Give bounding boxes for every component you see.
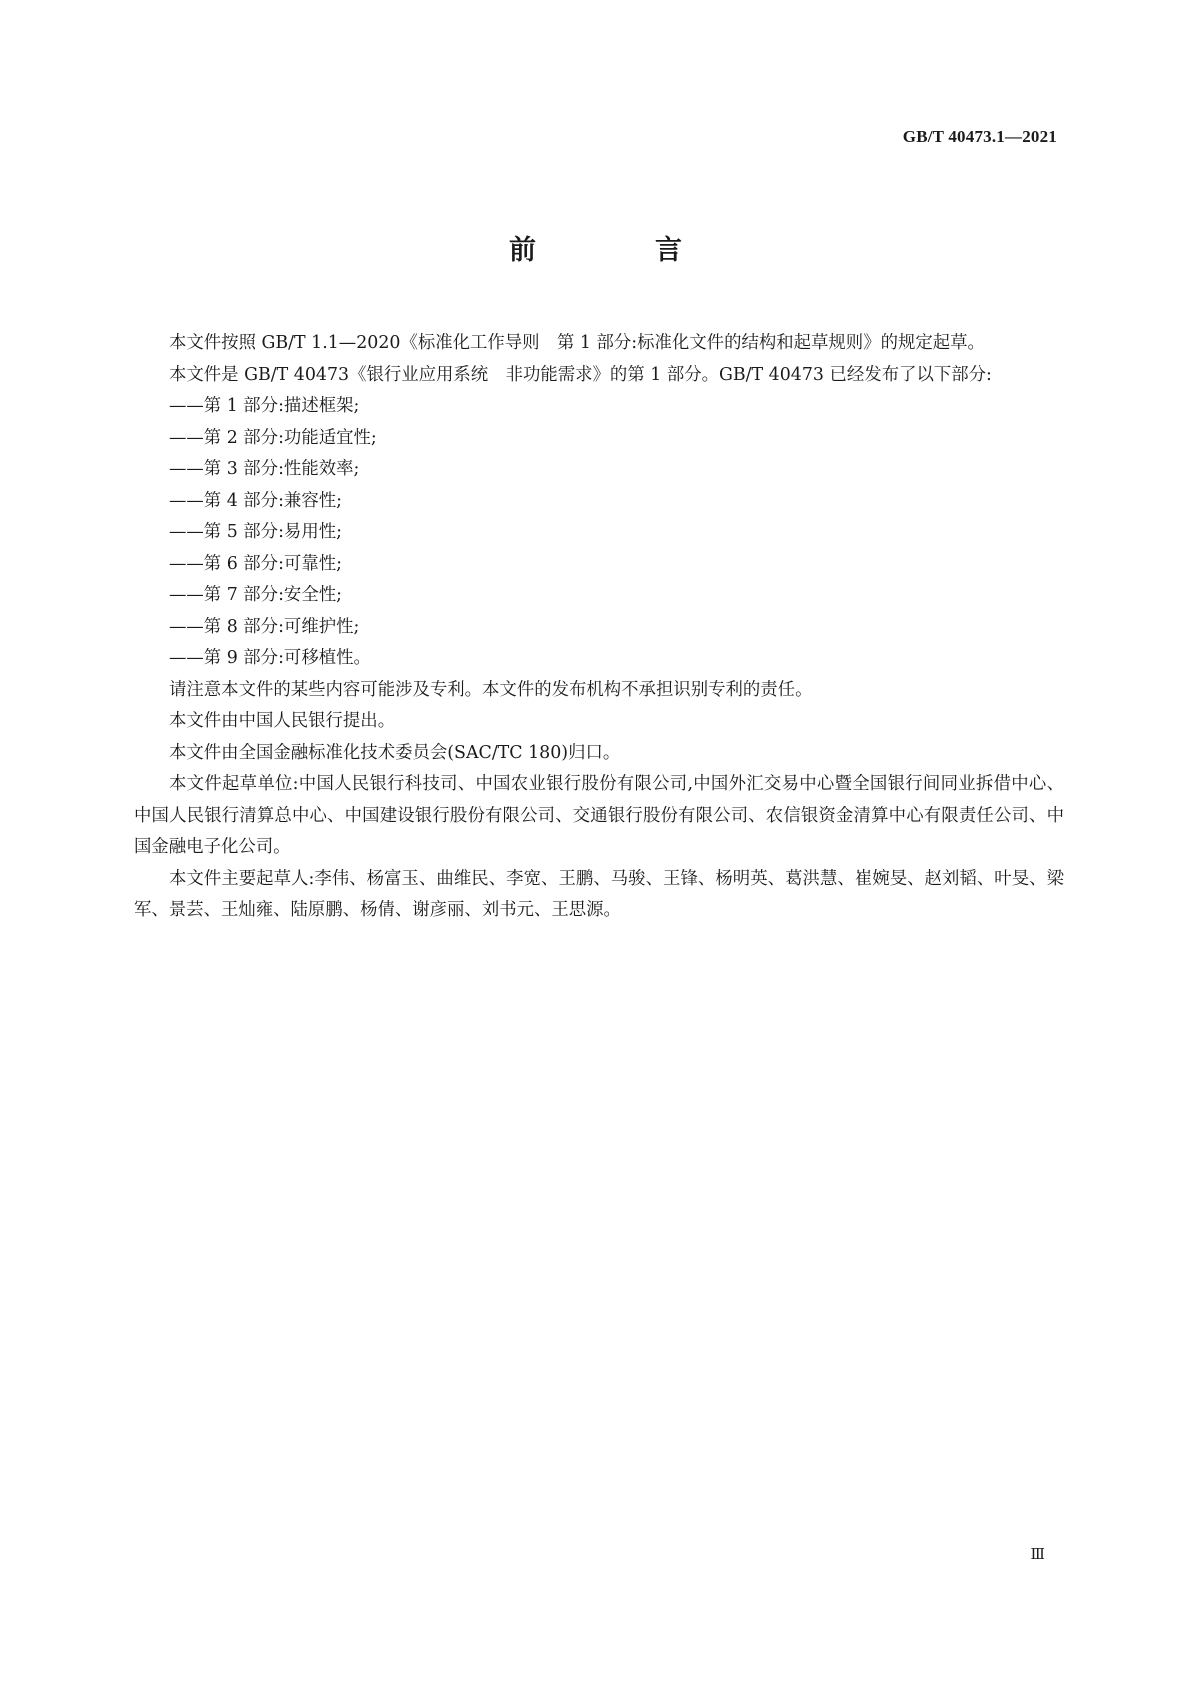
list-item: ——第 8 部分:可维护性; [169,616,360,637]
parts-list [134,391,1064,675]
list-item: ——第 1 部分:描述框架; [169,396,360,416]
list-item: ——第 5 部分:易用性; [169,522,342,542]
list-item: ——第 4 部分:兼容性; [169,490,342,511]
paragraph-drafting-rules: 本文件按照 GB/T 1.1—2020《标准化工作导则 第 1 部分:标准化文件的结构和起草规则》的规定起草。 [169,333,985,353]
list-item: ——第 9 部分:可移植性。 [169,648,371,668]
paragraph-proposer: 本文件由中国人民银行提出。 [169,711,396,731]
list-item: ——第 3 部分:性能效率; [169,459,360,479]
list-item: ——第 6 部分:可靠性; [169,553,342,574]
standard-code: GB/T 40473.1—2021 [902,127,1057,146]
paragraph-patent-notice: 请注意本文件的某些内容可能涉及专利。本文件的发布机构不承担识别专利的责任。 [169,679,813,700]
list-item: ——第 2 部分:功能适宜性; [169,427,377,448]
list-item: ——第 7 部分:安全性; [169,585,342,605]
page-title: 前 言 [509,235,728,266]
paragraph-series-intro: 本文件是 GB/T 40473《银行业应用系统 非功能需求》的第 1 部分。GB/T 40473 已经发布了以下部分: [169,364,992,385]
preface-body [134,328,1064,927]
paragraph-committee: 本文件由全国金融标准化技术委员会(SAC/TC 180)归口。 [169,742,621,763]
paragraph-drafting-units: 本文件起草单位:中国人民银行科技司、中国农业银行股份有限公司,中国外汇交易中心暨全国银行间同业拆借中心、中国人民银行清算总中心、中国建设银行股份有限公司、交通银行股份有限公司、农信银资金清算中心有限责任公司、中国金融电子化公司。 [134,774,1064,857]
page-number: Ⅲ [1030,1547,1045,1563]
paragraph-drafters: 本文件主要起草人:李伟、杨富玉、曲维民、李宽、王鹏、马骏、王锋、杨明英、葛洪慧、崔婉旻、赵刘韬、叶旻、梁军、景芸、王灿雍、陆原鹏、杨倩、谢彦丽、刘书元、王思源。 [134,868,1064,920]
